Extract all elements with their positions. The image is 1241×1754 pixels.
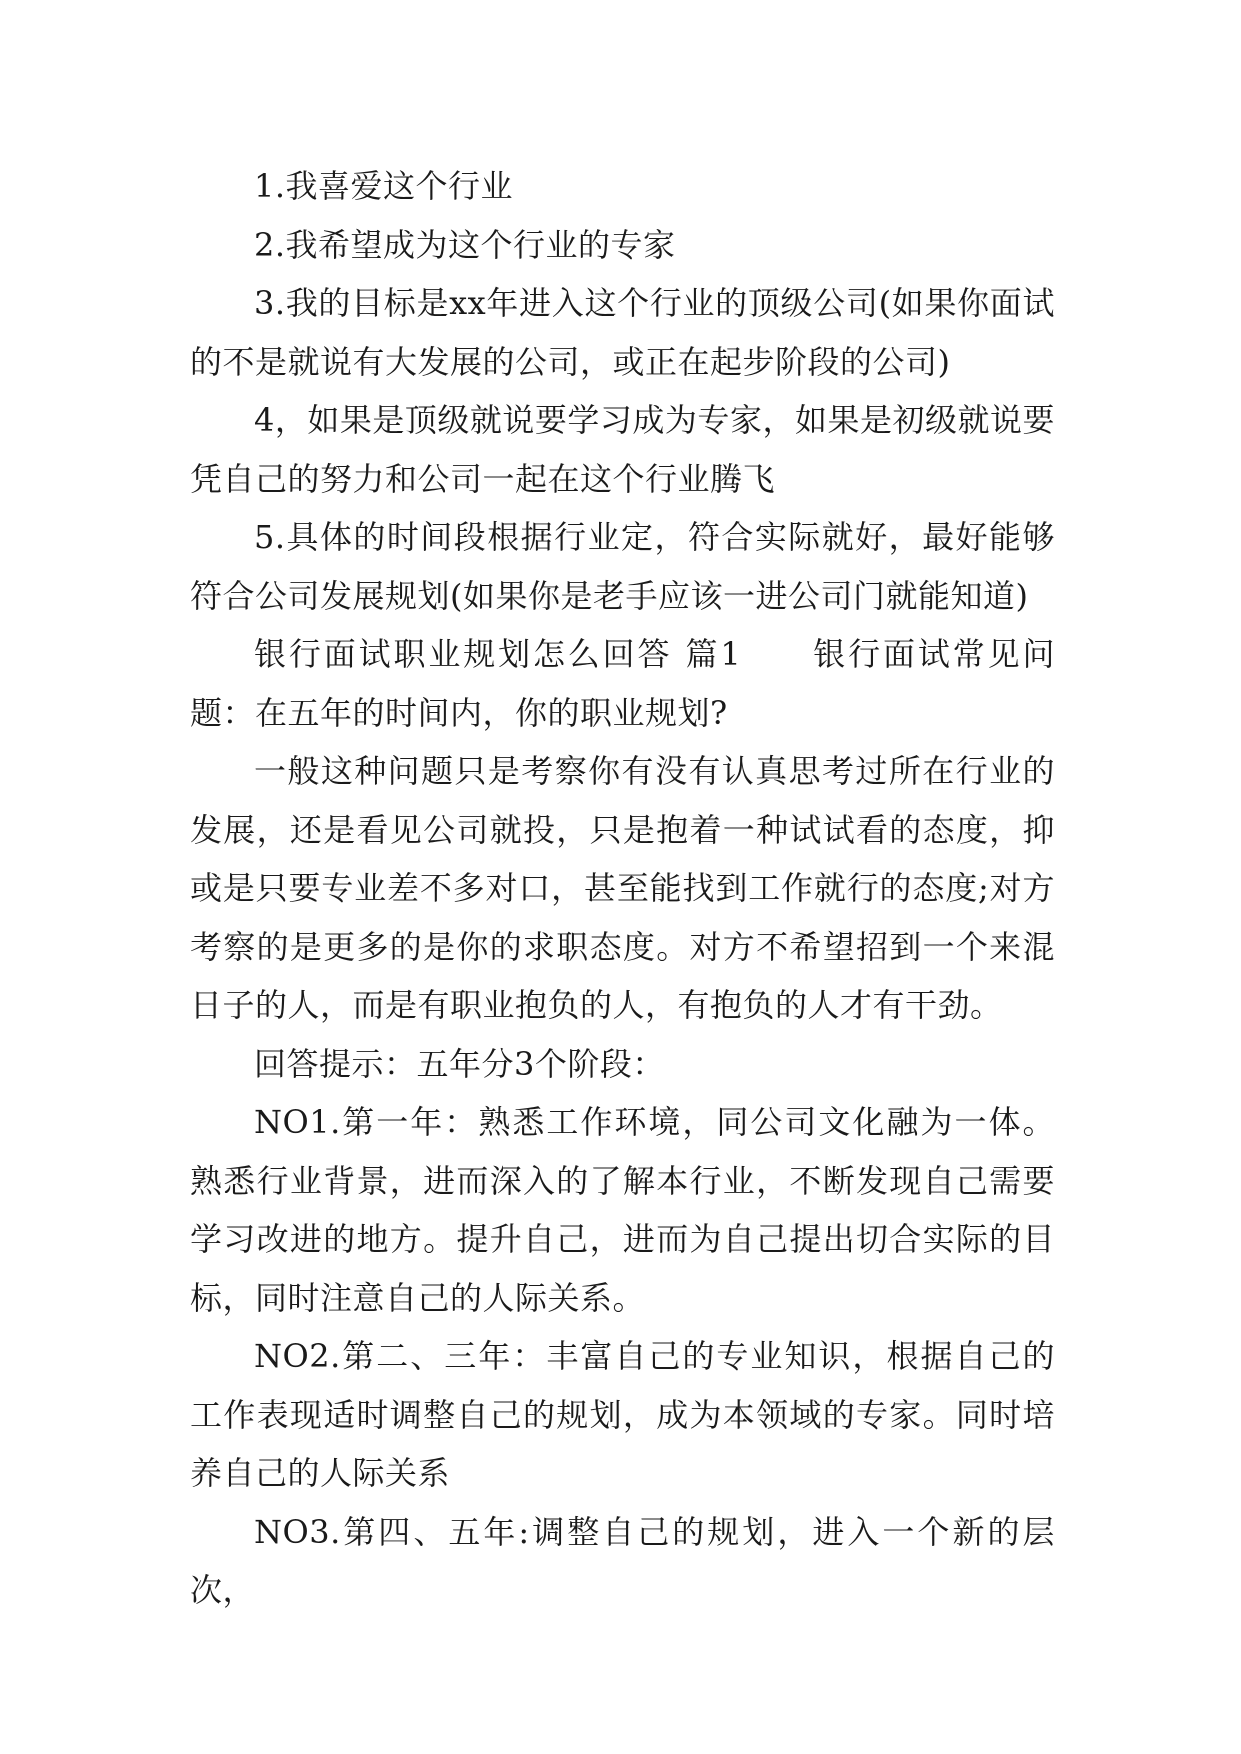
paragraph-1: 1.我喜爱这个行业 bbox=[254, 167, 514, 205]
document-body bbox=[190, 157, 1055, 1620]
section-heading-paragraph: 银行面试职业规划怎么回答 篇1 银行面试常见问题：在五年的时间内，你的职业规划? bbox=[190, 635, 1055, 732]
paragraph-5: 5.具体的时间段根据行业定，符合实际就好，最好能够符合公司发展规划(如果你是老手应该一进公司门就能知道) bbox=[190, 518, 1055, 615]
paragraph-7: 一般这种问题只是考察你有没有认真思考过所在行业的发展，还是看见公司就投，只是抱着一种试试看的态度，抑或是只要专业差不多对口，甚至能找到工作就行的态度;对方考察的是更多的是你的求职态度。对方不希望招到一个来混日子的人，而是有职业抱负的人，有抱负的人才有干劲。 bbox=[190, 752, 1055, 1024]
paragraph-3: 3.我的目标是xx年进入这个行业的顶级公司(如果你面试的不是就说有大发展的公司，或正在起步阶段的公司) bbox=[190, 284, 1055, 381]
stage-no1-paragraph: NO1.第一年：熟悉工作环境，同公司文化融为一体。熟悉行业背景，进而深入的了解本行业，不断发现自己需要学习改进的地方。提升自己，进而为自己提出切合实际的目标，同时注意自己的人际关系。 bbox=[190, 1103, 1055, 1317]
paragraph-4: 4，如果是顶级就说要学习成为专家，如果是初级就说要凭自己的努力和公司一起在这个行业腾飞 bbox=[190, 401, 1055, 498]
stage-no3-paragraph: NO3.第四、五年:调整自己的规划，进入一个新的层次， bbox=[190, 1512, 1055, 1609]
answer-hint-paragraph: 回答提示：五年分3个阶段： bbox=[254, 1044, 665, 1083]
paragraph-2: 2.我希望成为这个行业的专家 bbox=[254, 225, 676, 264]
stage-no2-paragraph: NO2.第二、三年：丰富自己的专业知识，根据自己的工作表现适时调整自己的规划，成为本领域的专家。同时培养自己的人际关系 bbox=[190, 1337, 1055, 1492]
